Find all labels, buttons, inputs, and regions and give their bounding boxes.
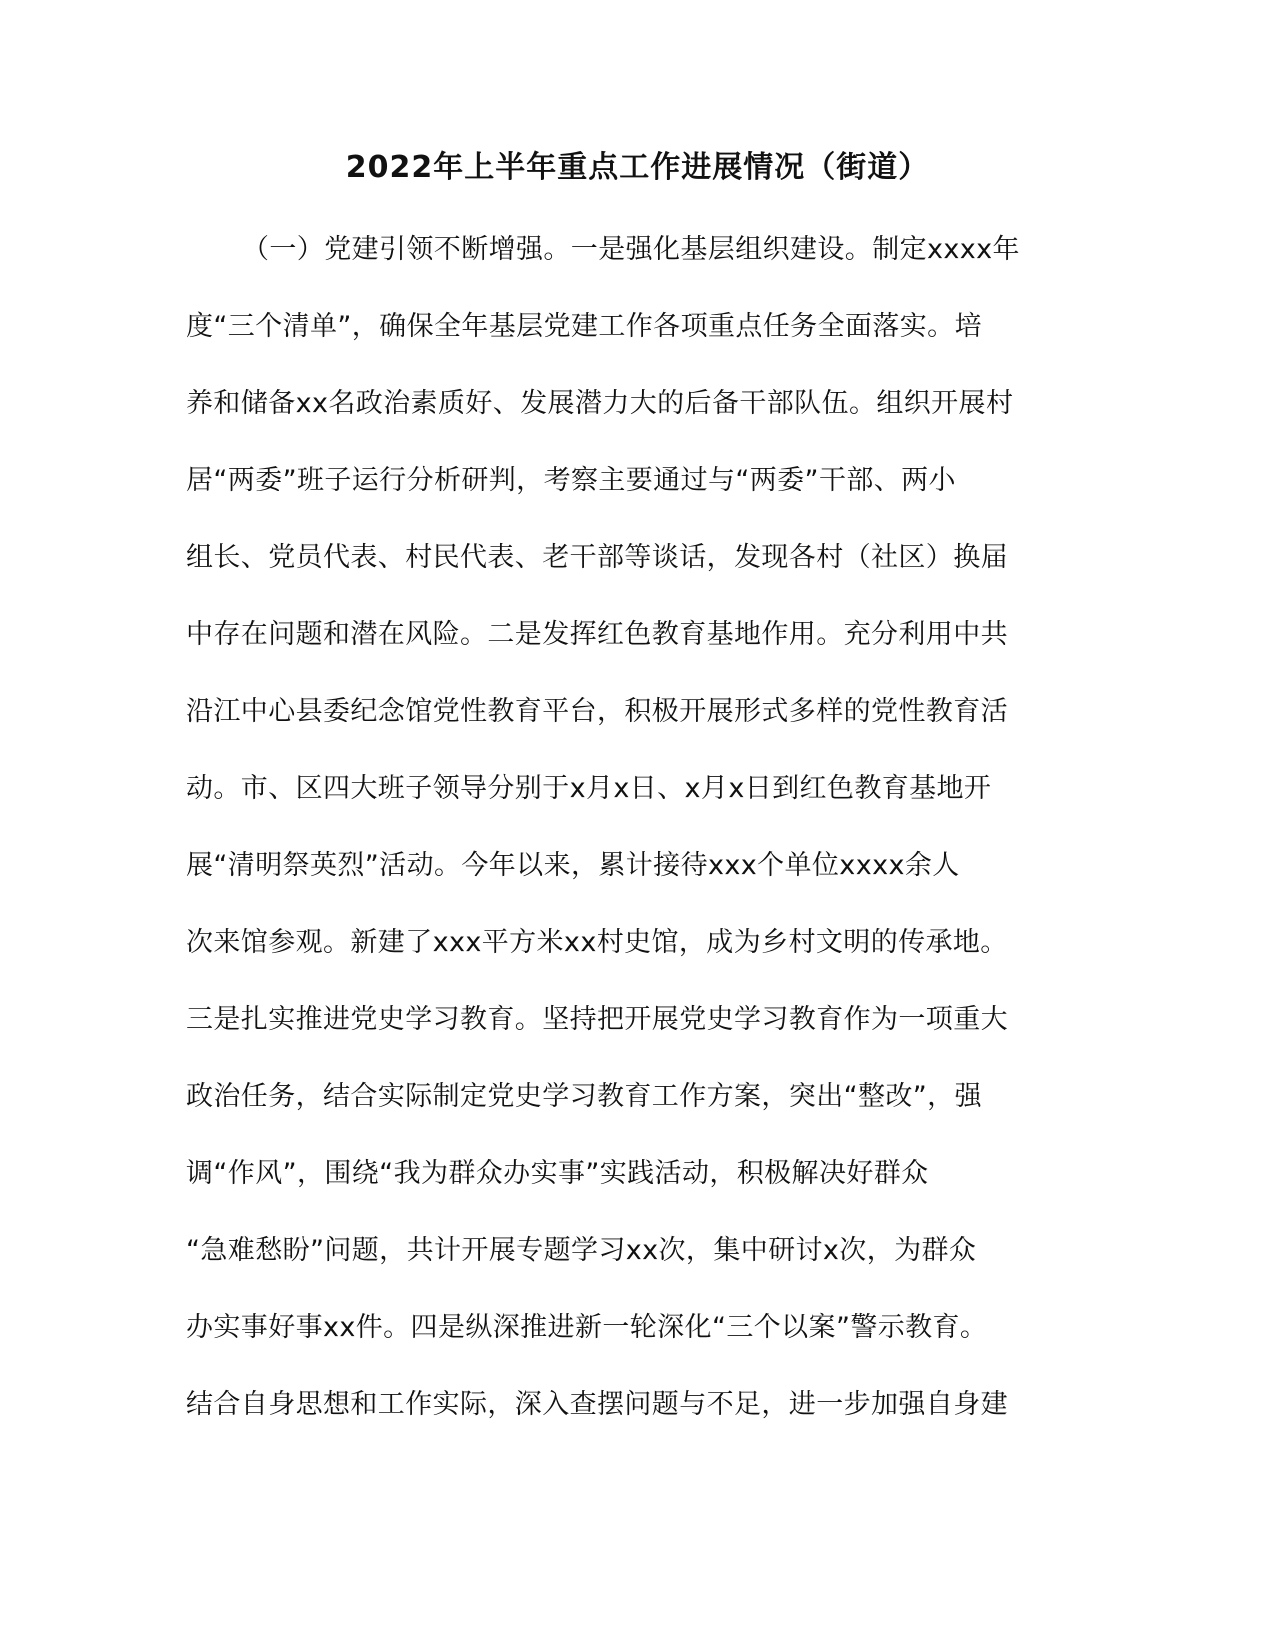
body-line: 动。市、区四大班子领导分别于x月x日、x月x日到红色教育基地开 (186, 773, 992, 804)
body-line: 办实事好事xx件。四是纵深推进新一轮深化“三个以案”警示教育。 (186, 1312, 988, 1343)
body-line: 结合自身思想和工作实际，深入查摆问题与不足，进一步加强自身建 (186, 1389, 1008, 1420)
body-line: 展“清明祭英烈”活动。今年以来，累计接待xxx个单位xxxx余人 (186, 850, 960, 881)
body-line: 三是扎实推进党史学习教育。坚持把开展党史学习教育作为一项重大 (186, 1004, 1008, 1035)
body-line: 政治任务，结合实际制定党史学习教育工作方案，突出“整改”，强 (186, 1081, 982, 1112)
body-line: 组长、党员代表、村民代表、老干部等谈话，发现各村（社区）换届 (186, 542, 1008, 573)
body-line: 沿江中心县委纪念馆党性教育平台，积极开展形式多样的党性教育活 (186, 696, 1008, 727)
body-line: （一）党建引领不断增强。一是强化基层组织建设。制定xxxx年 (242, 234, 1020, 265)
body-line: 居“两委”班子运行分析研判，考察主要通过与“两委”干部、两小 (186, 465, 956, 496)
body-line: “急难愁盼”问题，共计开展专题学习xx次，集中研讨x次，为群众 (186, 1235, 977, 1266)
document-title: 2022年上半年重点工作进展情况（街道） (345, 150, 930, 185)
body-line: 中存在问题和潜在风险。二是发挥红色教育基地作用。充分利用中共 (186, 619, 1008, 650)
body-line: 养和储备xx名政治素质好、发展潜力大的后备干部队伍。组织开展村 (186, 388, 1014, 419)
body-line: 度“三个清单”，确保全年基层党建工作各项重点任务全面落实。培 (186, 311, 982, 342)
document-body (186, 232, 1086, 1464)
body-line: 调“作风”，围绕“我为群众办实事”实践活动，积极解决好群众 (186, 1158, 929, 1189)
body-line: 次来馆参观。新建了xxx平方米xx村史馆，成为乡村文明的传承地。 (186, 927, 1008, 958)
